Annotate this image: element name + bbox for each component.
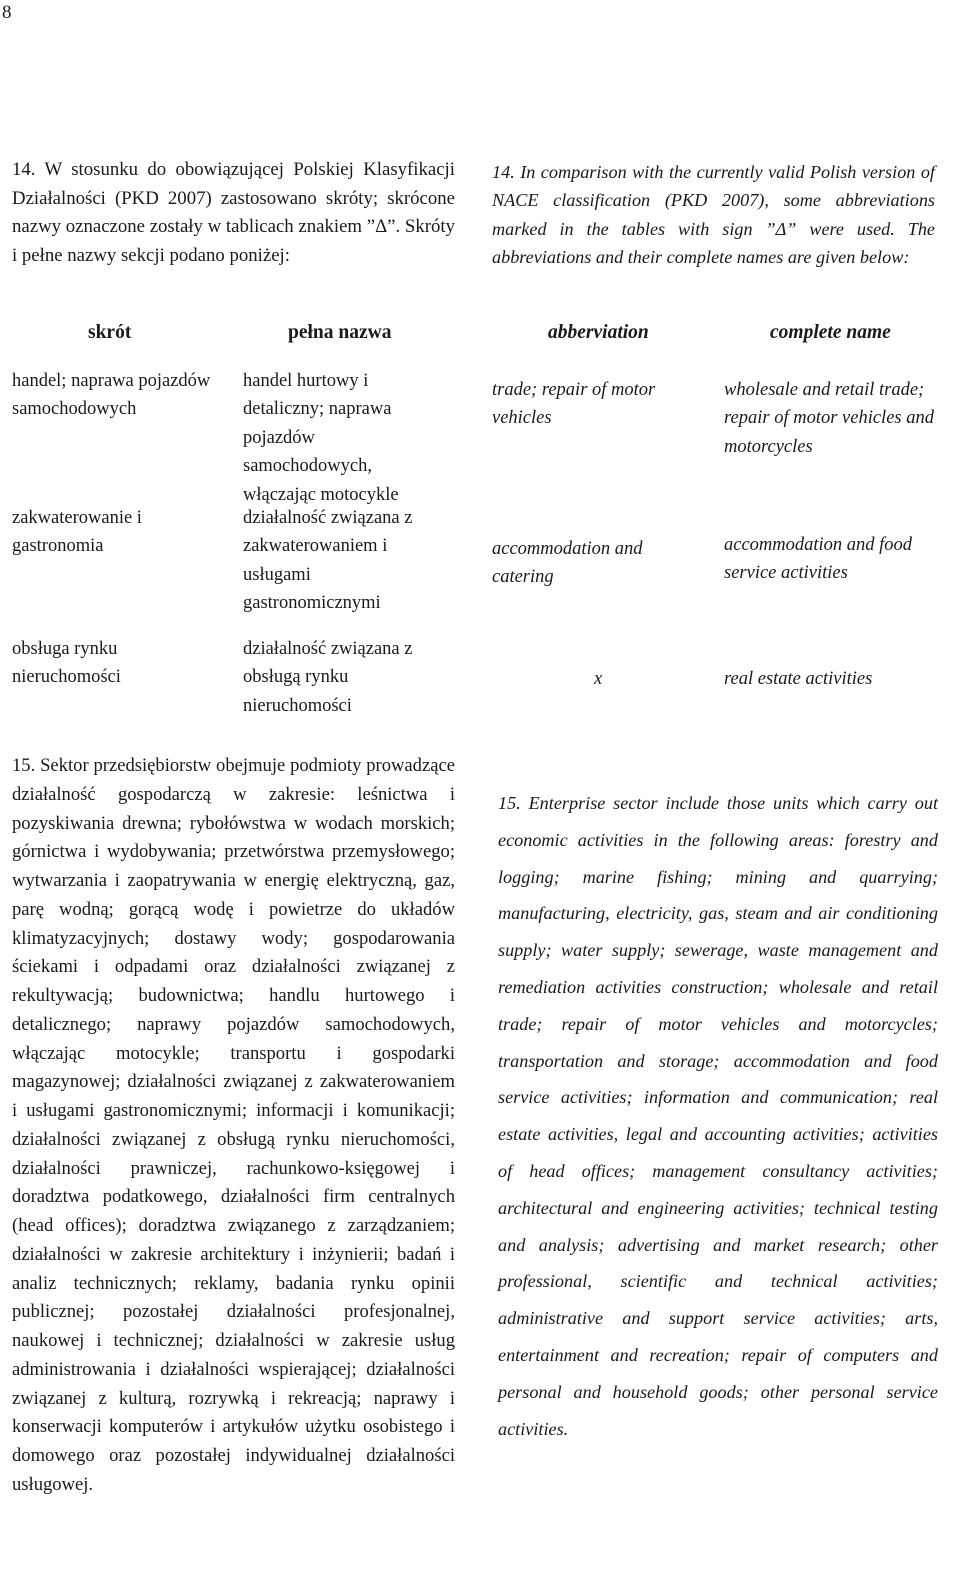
table-row-3-pl-full-name: działalność związana z obsługą rynku nieruchomości [243,639,413,716]
header-en-abbreviation: abberviation [548,322,649,343]
header-en-full-name: complete name [770,322,891,343]
table-row-3-pl-abbreviation: obsługa rynku nieruchomości [12,639,121,688]
table-row-1-en-full-name: wholesale and retail trade; repair of motor vehicles and motorcycles [724,380,934,457]
table-row-3-en-full-name: real estate activities [724,669,873,689]
note-14-english: 14. In comparison with the currently valid Polish version of NACE classification (PKD 2007), some abbreviations marked in the tables with sign ”Δ” were used. The abbreviations and their complete names are given below: [492,162,935,268]
header-pl-full-name: pełna nazwa [288,322,392,343]
table-row-2-en-abbreviation: accommodation and catering [492,539,643,588]
table-row-2-pl-full-name: działalność związana z zakwaterowaniem i usługami gastronomicznymi [243,508,413,614]
table-row-2-en-full-name: accommodation and food service activities [724,535,913,584]
page-number: 8 [2,2,12,23]
table-row-1-pl-full-name: handel hurtowy i detaliczny; naprawa pojazdów samochodowych, włączając motocykle [243,371,399,505]
table-row-1-pl-abbreviation: handel; naprawa pojazdów samochodowych [12,371,211,420]
table-row-2-pl-abbreviation: zakwaterowanie i gastronomia [12,508,142,557]
header-pl-abbreviation: skrót [88,322,132,343]
note-15-polish: 15. Sektor przedsiębiorstw obejmuje podmioty prowadzące działalność gospodarczą w zakresie: leśnictwa i pozyskiwania drewna; rybołówstwa w wodach morskich; górnictwa i wydobywania; przetwórstwa przemysłowego; wytwarzania i zaopatrywania w energię elektryczną, gaz, parę wodną; gorącą wodę i powietrze do układów klimatyzacyjnych; dostawy wody; gospodarowania ściekami i odpadami oraz działalności związanej z rekultywacją; budownictwa; handlu hurtowego i detalicznego; naprawy pojazdów samochodowych, włączając motocykle; transportu i gospodarki magazynowej; działalności związanej z zakwaterowaniem i usługami gastronomicznymi; informacji i komunikacji; działalności związanej z obsługą rynku nieruchomości, działalności prawniczej, rachunkowo-księgowej i doradztwa podatkowego, działalności firm centralnych (head offices); doradztwa związanego z zarządzaniem; działalności w zakresie architektury i inżynierii; badań i analiz technicznych; reklamy, badania rynku opinii publicznej; pozostałej działalności profesjonalnej, naukowej i technicznej; działalności w zakresie usług administrowania i działalności wspierającej; działalności związanej z kulturą, rozrywką i rekreacją; naprawy i konserwacji komputerów i artykułów użytku osobistego i domowego oraz pozostałej indywidualnej działalności usługowej. [12,755,455,1495]
note-15-english: 15. Enterprise sector include those units which carry out economic activities in the following areas: forestry and logging; marine fishing; mining and quarrying; manufacturing, electricity, gas, steam and air conditioning supply; water supply; sewerage, waste management and remediation activities construction; wholesale and retail trade; repair of motor vehicles and motorcycles; transportation and storage; accommodation and food service activities; information and communication; real estate activities, legal and accounting activities; activities of head offices; management consultancy activities; architectural and engineering activities; technical testing and analysis; advertising and market research; other professional, scientific and technical activities; administrative and support service activities; arts, entertainment and recreation; repair of computers and personal and household goods; other personal service activities. [498,793,938,1439]
table-row-1-en-abbreviation: trade; repair of motor vehicles [492,380,656,429]
note-14-polish: 14. W stosunku do obowiązującej Polskiej Klasyfikacji Działalności (PKD 2007) zastosowano skróty; skrócone nazwy oznaczone zostały w tablicach znakiem ”Δ”. Skróty i pełne nazwy sekcji podano poniżej: [12,159,455,266]
table-row-3-en-abbreviation: x [594,669,603,689]
